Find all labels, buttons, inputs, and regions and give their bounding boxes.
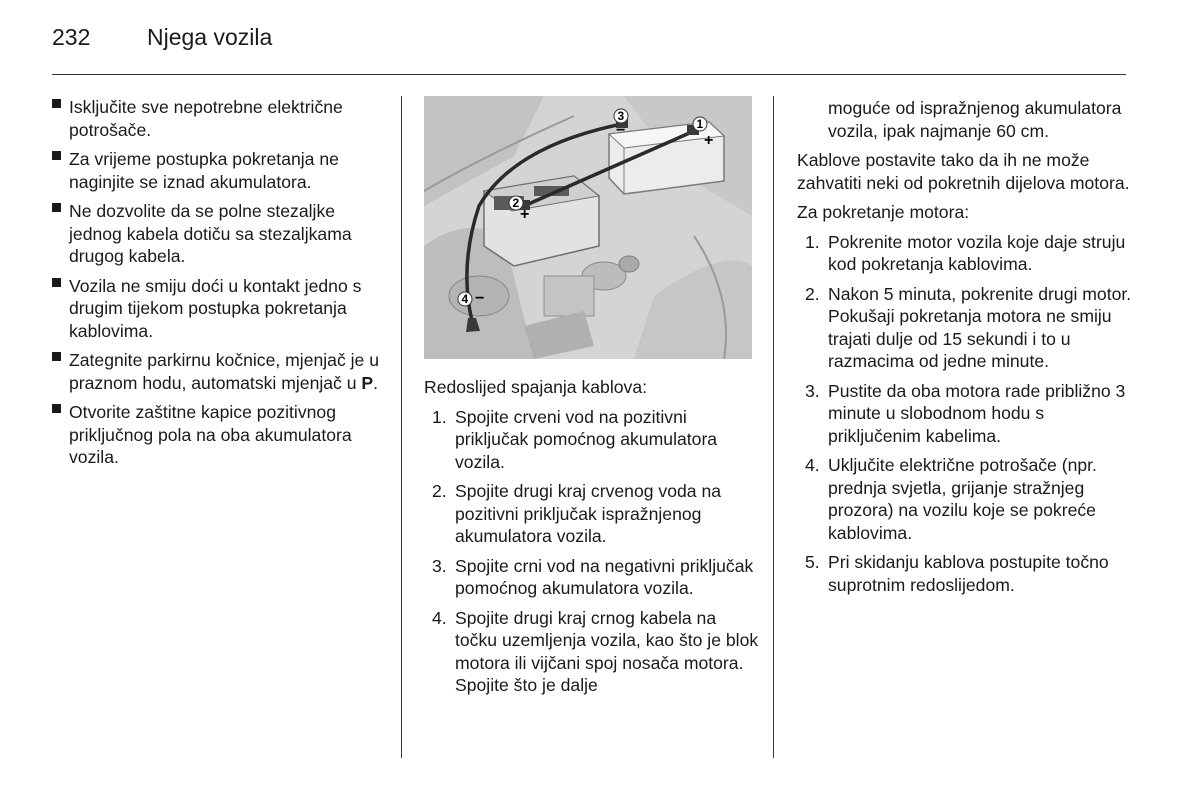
page-number: 232 (52, 24, 91, 50)
list-item: 3. Spojite crni vod na negativni priključak pomoćnog akumulatora vozila. (432, 555, 754, 598)
bullet-item: Za vrijeme postupka pokretanja ne naginjite se iznad akumulatora. (52, 148, 390, 193)
gear-p-label: P (361, 372, 374, 393)
square-bullet-icon (52, 151, 61, 160)
jump-start-illustration (424, 96, 752, 359)
right-column (797, 97, 1132, 603)
engine-bay-image (424, 96, 752, 359)
svg-text:−: − (616, 122, 626, 139)
step-continuation: moguće od ispražnjenog akumulatora vozila, ipak najmanje 60 cm. (828, 98, 1122, 141)
list-item: 3. Pustite da oba motora rade približno 3 minute u slobodnom hodu s priključenim kabelima. (805, 380, 1126, 446)
middle-column (424, 376, 759, 704)
left-column (52, 96, 390, 476)
list-item: 4. Uključite električne potrošače (npr. prednja svjetla, grijanje stražnjeg prozora) na vozilu koje se pokreće kablovima. (805, 455, 1097, 543)
start-engine-heading: Za pokretanje motora: (797, 202, 970, 222)
svg-text:+: + (704, 132, 714, 149)
list-item: 1. Spojite crveni vod na pozitivni priključak pomoćnog akumulatora vozila. (432, 406, 718, 472)
column-divider-left (401, 96, 402, 758)
svg-text:4: 4 (461, 292, 469, 306)
square-bullet-icon (52, 278, 61, 287)
cable-placement-paragraph: Kablove postavite tako da ih ne može zahvatiti neki od pokretnih dijelova motora. (797, 150, 1130, 193)
svg-text:+: + (520, 206, 530, 223)
list-item: 2. Nakon 5 minuta, pokrenite drugi motor. Pokušaji pokretanja motora ne smiju trajati dulje od 15 sekundi i to u razmacima od jedne minute. (805, 283, 1132, 371)
square-bullet-icon (52, 99, 61, 108)
bullet-item: Isključite sve nepotrebne električne potrošače. (52, 96, 390, 141)
connection-order-intro: Redoslijed spajanja kablova: (424, 377, 647, 397)
start-steps-list (797, 231, 1132, 597)
section-title: Njega vozila (147, 24, 273, 50)
square-bullet-icon (52, 404, 61, 413)
svg-text:−: − (475, 290, 485, 307)
connection-steps-list (424, 406, 759, 697)
header-rule (52, 74, 1126, 75)
svg-text:3: 3 (617, 109, 625, 123)
list-item: 5. Pri skidanju kablova postupite točno suprotnim redoslijedom. (805, 552, 1109, 595)
bullet-item: Otvorite zaštitne kapice pozitivnog priključnog pola na oba akumulatora vozila. (52, 401, 390, 469)
square-bullet-icon (52, 352, 61, 361)
bullet-item: Zategnite parkirnu kočnice, mjenjač je u praznom hodu, automatski mjenjač u P. (52, 349, 390, 394)
svg-text:2: 2 (512, 196, 520, 210)
bullet-item: Ne dozvolite da se polne stezaljke jednog kabela dotiču sa stezaljkama drugog kabela. (52, 200, 390, 268)
bullet-item: Vozila ne smiju doći u kontakt jedno s drugim tijekom postupka pokretanja kablovima. (52, 275, 390, 343)
column-divider-right (773, 96, 774, 758)
list-item: 2. Spojite drugi kraj crvenog voda na pozitivni priključak ispražnjenog akumulatora vozila. (432, 481, 722, 546)
list-item: 4. Spojite drugi kraj crnog kabela na točku uzemljenja vozila, kao što je blok motora ili vijčani spoj nosača motora. Spojite što je dalje (432, 607, 759, 695)
safety-bullet-list (52, 96, 390, 469)
list-item: 1. Pokrenite motor vozila koje daje struju kod pokretanja kablovima. (805, 231, 1126, 274)
square-bullet-icon (52, 203, 61, 212)
svg-text:1: 1 (696, 117, 704, 131)
